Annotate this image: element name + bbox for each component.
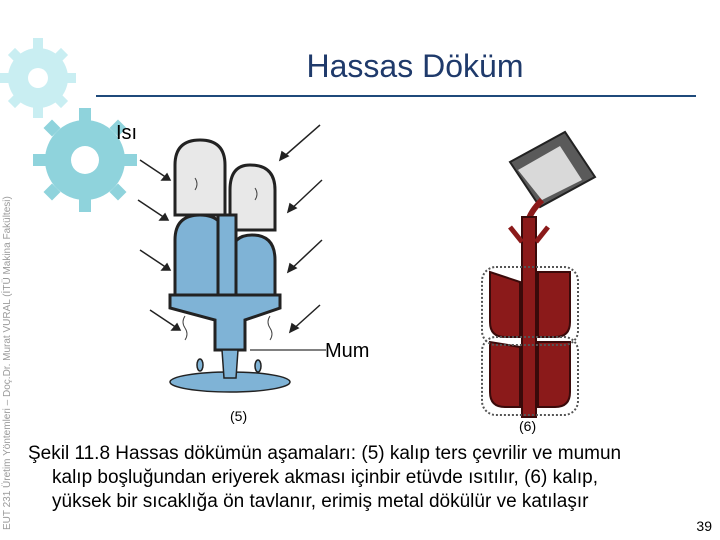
caption-line: yüksek bir sıcaklığa ön tavlanır, erimiş metal dökülür ve katılaşır — [52, 491, 589, 512]
wax-label: Mum — [325, 340, 370, 362]
caption-line: kalıp boşluğundan eriyerek akması içinbir etüvde ısıtılır, (6) kalıp, — [52, 467, 598, 488]
mold-metal — [490, 217, 570, 417]
page-title: Hassas Döküm — [306, 48, 524, 84]
figure-5-label: (5) — [230, 408, 248, 424]
wax-pointer-line — [250, 340, 330, 360]
page-number: 39 — [696, 518, 712, 534]
heat-label: Isı — [116, 122, 138, 144]
figure-5-wax-melting — [130, 120, 330, 430]
ladle-icon — [510, 132, 595, 222]
title-divider — [96, 95, 696, 97]
gear-decoration — [0, 0, 150, 230]
figure-caption — [28, 442, 668, 514]
figure-6-label: (6) — [519, 418, 537, 434]
caption-line: Şekil 11.8 Hassas dökümün aşamaları: (5) kalıp ters çevrilir ve mumun — [28, 443, 622, 464]
figure-6-metal-pouring — [470, 122, 600, 437]
sidebar-vertical-text: EUT 231 Üretim Yöntemleri – Doç.Dr. Murat VURAL (İTÜ Makina Fakültesi) — [2, 196, 13, 530]
gear-icon — [0, 38, 76, 118]
